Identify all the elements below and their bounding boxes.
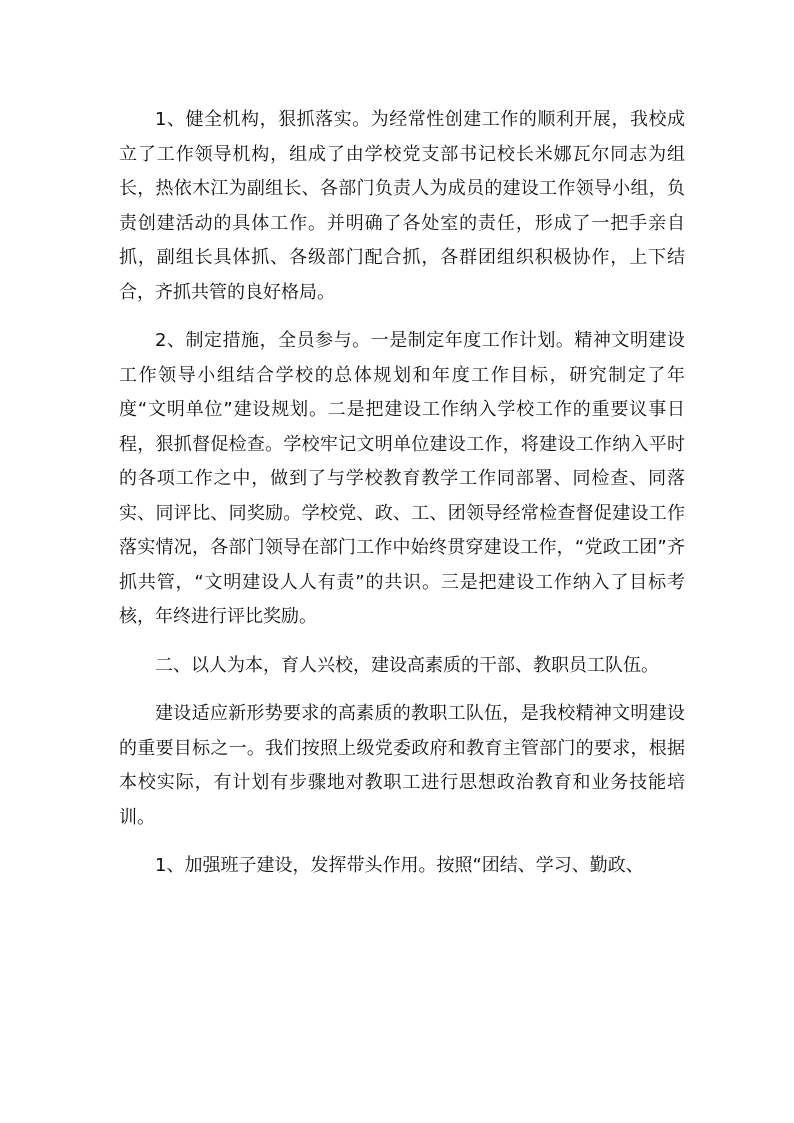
paragraph-4: 1、加强班子建设，发挥带头作用。按照“团结、学习、勤政、: [155, 855, 644, 876]
paragraph-3: 建设适应新形势要求的高素质的教职工队伍，是我校精神文明建设的重要目标之一。我们按照上级党委政府和教育主管部门的要求，根据本校实际，有计划有步骤地对教职工进行思想政治教育和业务技能培训。: [119, 703, 685, 828]
paragraph-1: 1、健全机构，狠抓落实。为经常性创建工作的顺利开展，我校成立了工作领导机构，组成了由学校党支部书记校长米娜瓦尔同志为组长，热依木江为副组长、各部门负责人为成员的建设工作领导小组，负责创建活动的具体工作。并明确了各处室的责任，形成了一把手亲自抓，副组长具体抓、各级部门配合抓，各群团组织积极协作，上下结合，齐抓共管的良好格局。: [119, 109, 685, 303]
section-heading: 二、以人为本，育人兴校，建设高素质的干部、教职员工队伍。: [155, 654, 659, 676]
paragraph-2: 2、制定措施，全员参与。一是制定年度工作计划。精神文明建设工作领导小组结合学校的总体规划和年度工作目标，研究制定了年度“文明单位”建设规划。二是把建设工作纳入学校工作的重要议事日程，狠抓督促检查。学校牢记文明单位建设工作，将建设工作纳入平时的各项工作之中，做到了与学校教育教学工作同部署、同检查、同落实、同评比、同奖励。学校党、政、工、团领导经常检查督促建设工作落实情况，各部门领导在部门工作中始终贯穿建设工作，“党政工团”齐抓共管，“文明建设人人有责”的共识。三是把建设工作纳入了目标考核，年终进行评比奖励。: [119, 330, 685, 627]
document-body: [119, 103, 685, 898]
